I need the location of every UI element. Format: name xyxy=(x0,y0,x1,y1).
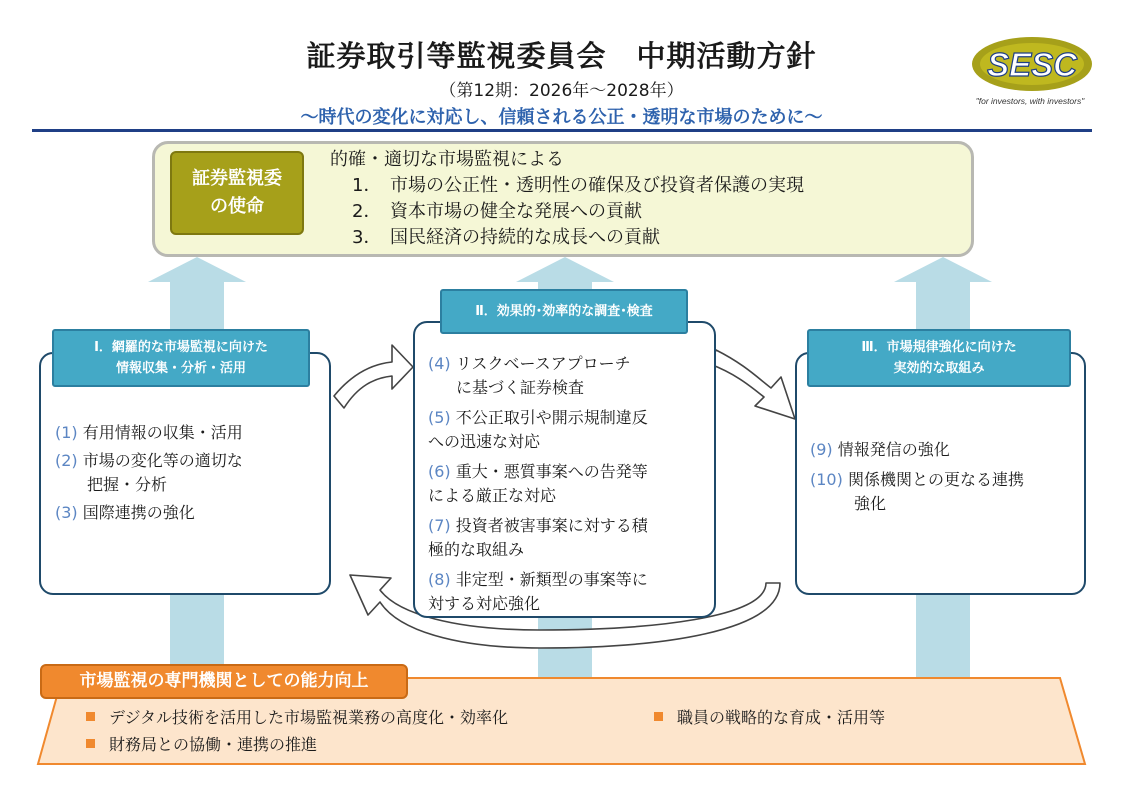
pillar-3-items xyxy=(810,438,1080,516)
mission-badge-line1: 証券監視委 xyxy=(192,168,282,189)
pillar-item xyxy=(428,460,712,484)
capability-item-text: 職員の戦略的な育成・活用等 xyxy=(677,708,886,727)
pillar-item xyxy=(55,421,325,445)
arrow-pillar1-to-pillar2 xyxy=(334,345,413,408)
page-title: 証券取引等監視委員会 中期活動方針 xyxy=(306,39,817,73)
pillar-item-text: 投資者被害事案に対する積 xyxy=(455,516,648,535)
pillar-item-text: 市場の変化等の適切な xyxy=(82,451,243,470)
pillar-item-number: (5) xyxy=(428,408,451,427)
pillar-2-title xyxy=(440,289,688,334)
pillar-item-text: 重大・悪質事案への告発等 xyxy=(455,462,648,481)
pillar-item xyxy=(55,501,325,525)
pillar-item xyxy=(428,568,712,592)
pillar-item xyxy=(55,449,325,473)
pillar-item-number: (9) xyxy=(810,440,833,459)
logo-tagline: "for investors, with investors" xyxy=(975,96,1085,106)
mission-item xyxy=(352,171,804,197)
pillar-2-items xyxy=(428,352,712,616)
pillar-item xyxy=(428,514,712,538)
bullet-square-icon xyxy=(86,739,95,748)
logo-wordmark: SESC xyxy=(987,46,1077,83)
bullet-square-icon xyxy=(86,712,95,721)
pillar-item-number: (7) xyxy=(428,516,451,535)
mission-item-text: 国民経済の持続的な成長への貢献 xyxy=(390,227,660,248)
pillar-item-text: 関係機関との更なる連携 xyxy=(847,470,1024,489)
pillar-item-number: (6) xyxy=(428,462,451,481)
arrow-pillar2-to-pillar3 xyxy=(710,350,795,419)
pillar-item xyxy=(428,352,712,376)
pillar-1-title-line2: 情報収集・分析・活用 xyxy=(115,361,246,376)
pillar-item-text: 情報発信の強化 xyxy=(837,440,950,459)
pillar-item xyxy=(810,468,1080,492)
pillar-item xyxy=(810,438,1080,462)
pillar-item-continuation: に基づく証券検査 xyxy=(456,378,585,397)
period-text: （第12期：2026年～2028年） xyxy=(439,81,684,101)
pillar-item-number: (4) xyxy=(428,354,451,373)
mission-intro: 的確・適切な市場監視による xyxy=(330,149,564,170)
pillar-item-text: リスクベースアプローチ xyxy=(455,354,631,373)
mission-item xyxy=(352,197,642,223)
subtitle: ～時代の変化に対応し、信頼される公正・透明な市場のために～ xyxy=(300,107,823,128)
capability-item xyxy=(654,705,885,728)
capability-item xyxy=(86,732,317,755)
pillar-item-text: 国際連携の強化 xyxy=(82,503,195,522)
capability-item-text: 財務局との協働・連携の推進 xyxy=(109,735,318,754)
pillar-item-number: (1) xyxy=(55,423,78,442)
capability-item xyxy=(86,705,508,728)
pillar-item-number: (2) xyxy=(55,451,78,470)
mission-item-number: 2． xyxy=(352,201,382,222)
mission-item-text: 市場の公正性・透明性の確保及び投資者保護の実現 xyxy=(390,175,804,196)
pillar-item-continuation: 強化 xyxy=(854,494,887,513)
mission-item-text: 資本市場の健全な発展への貢献 xyxy=(390,201,642,222)
pillar-item xyxy=(428,406,712,430)
capability-item-text: デジタル技術を活用した市場監視業務の高度化・効率化 xyxy=(109,708,509,727)
mission-item-number: 3． xyxy=(352,227,382,248)
pillar-3-title-line2: 実効的な取組み xyxy=(893,361,985,376)
pillar-item-continuation: 把握・分析 xyxy=(87,475,168,494)
mission-badge-line2: の使命 xyxy=(210,196,264,217)
pillar-item-text: 不公正取引や開示規制違反 xyxy=(455,408,648,427)
pillar-3-title xyxy=(807,329,1071,387)
bullet-square-icon xyxy=(654,712,663,721)
capability-title: 市場監視の専門機関としての能力向上 xyxy=(40,664,408,699)
pillar-item-text: 非定型・新類型の事案等に xyxy=(455,570,648,589)
pillar-item-continuation: 対する対応強化 xyxy=(428,594,541,613)
pillar-3-title-line1: Ⅲ．市場規律強化に向けた xyxy=(861,340,1017,355)
mission-item xyxy=(352,223,660,249)
pillar-item-continuation: による厳正な対応 xyxy=(428,486,557,505)
pillar-item-number: (8) xyxy=(428,570,451,589)
mission-badge xyxy=(170,151,304,235)
mission-item-number: 1． xyxy=(352,175,382,196)
pillar-1-title-line1: Ⅰ．網羅的な市場監視に向けた xyxy=(94,340,268,355)
pillar-2-title-line1: Ⅱ．効果的･効率的な調査･検査 xyxy=(475,304,653,319)
pillar-item-number: (3) xyxy=(55,503,78,522)
pillar-item-number: (10) xyxy=(810,470,843,489)
pillar-item-text: 有用情報の収集・活用 xyxy=(82,423,243,442)
pillar-1-items xyxy=(55,421,325,525)
pillar-item-continuation: 極的な取組み xyxy=(428,540,525,559)
pillar-1-title xyxy=(52,329,310,387)
pillar-item-continuation: への迅速な対応 xyxy=(428,432,541,451)
